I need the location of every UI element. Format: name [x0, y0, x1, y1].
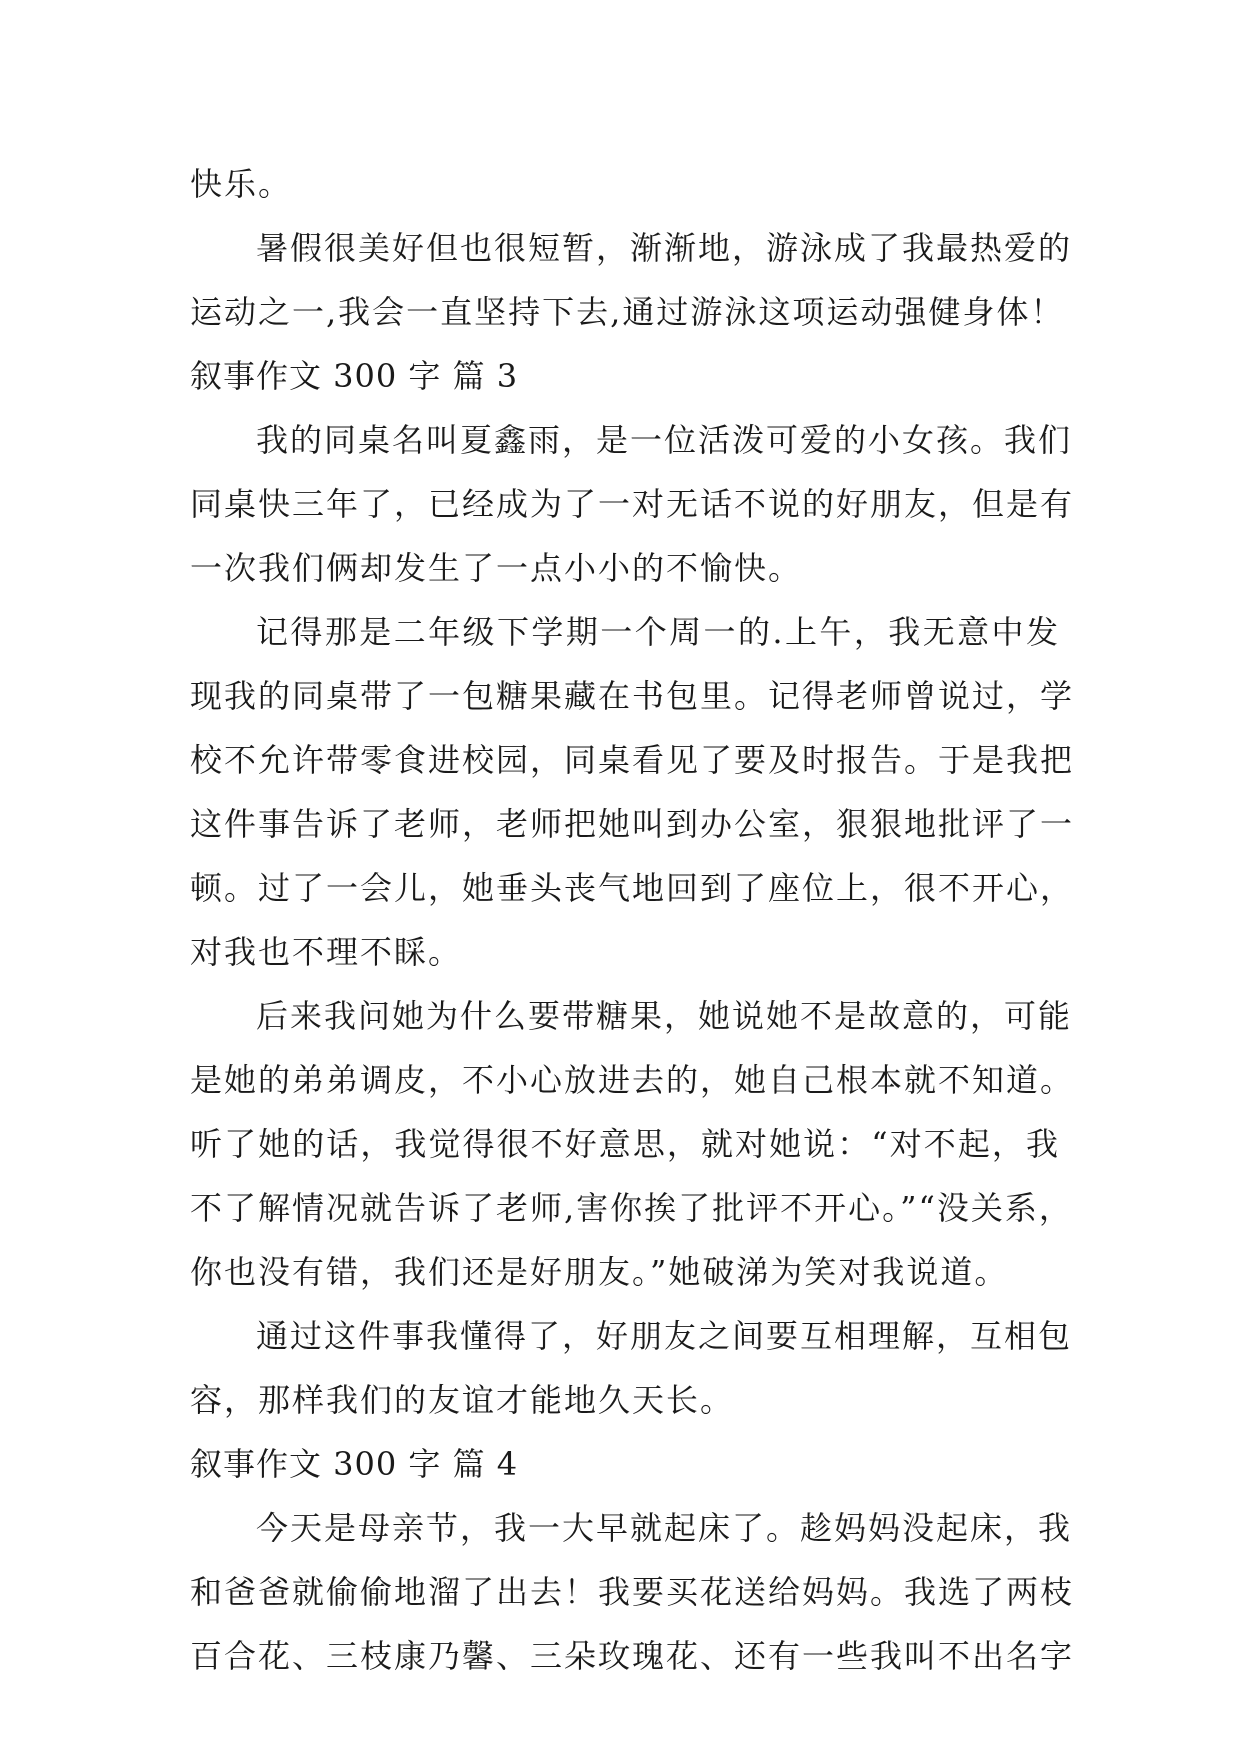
- section-heading: 叙事作文 300 字 篇 3: [190, 357, 519, 395]
- paragraph-line: 你也没有错，我们还是好朋友。”她破涕为笑对我说道。: [190, 1253, 1009, 1291]
- paragraph-line: 容，那样我们的友谊才能地久天长。: [190, 1381, 735, 1419]
- paragraph-line: 运动之一,我会一直坚持下去,通过游泳这项运动强健身体！: [190, 293, 1065, 331]
- paragraph-line: 快乐。: [190, 165, 293, 203]
- paragraph-line: 我的同桌名叫夏鑫雨，是一位活泼可爱的小女孩。我们: [256, 421, 1073, 459]
- document-page: [190, 152, 1075, 1688]
- paragraph-line: 暑假很美好但也很短暂，渐渐地，游泳成了我最热爱的: [256, 229, 1073, 267]
- paragraph-line: 和爸爸就偷偷地溜了出去！我要买花送给妈妈。我选了两枝: [190, 1573, 1075, 1611]
- paragraph-line: 记得那是二年级下学期一个周一的.上午，我无意中发: [256, 613, 1060, 651]
- paragraph-line: 一次我们俩却发生了一点小小的不愉快。: [190, 549, 803, 587]
- section-heading: 叙事作文 300 字 篇 4: [190, 1445, 519, 1483]
- paragraph-line: 听了她的话，我觉得很不好意思，就对她说：“对不起，我: [190, 1125, 1060, 1163]
- paragraph-line: 这件事告诉了老师，老师把她叫到办公室，狠狠地批评了一: [190, 805, 1075, 843]
- paragraph-line: 后来我问她为什么要带糖果，她说她不是故意的，可能: [256, 997, 1073, 1035]
- paragraph-line: 不了解情况就告诉了老师,害你挨了批评不开心。”“没关系，: [190, 1189, 1073, 1227]
- paragraph-line: 现我的同桌带了一包糖果藏在书包里。记得老师曾说过，学: [190, 677, 1075, 715]
- paragraph-line: 校不允许带零食进校园，同桌看见了要及时报告。于是我把: [190, 741, 1075, 779]
- paragraph-line: 百合花、三枝康乃馨、三朵玫瑰花、还有一些我叫不出名字: [190, 1637, 1075, 1675]
- paragraph-line: 同桌快三年了，已经成为了一对无话不说的好朋友，但是有: [190, 485, 1075, 523]
- paragraph-line: 今天是母亲节，我一大早就起床了。趁妈妈没起床，我: [256, 1509, 1073, 1547]
- paragraph-line: 是她的弟弟调皮，不小心放进去的，她自己根本就不知道。: [190, 1061, 1075, 1099]
- paragraph-line: 顿。过了一会儿，她垂头丧气地回到了座位上，很不开心，: [190, 869, 1075, 907]
- paragraph-line: 对我也不理不睬。: [190, 933, 463, 971]
- paragraph-line: 通过这件事我懂得了，好朋友之间要互相理解，互相包: [256, 1317, 1073, 1355]
